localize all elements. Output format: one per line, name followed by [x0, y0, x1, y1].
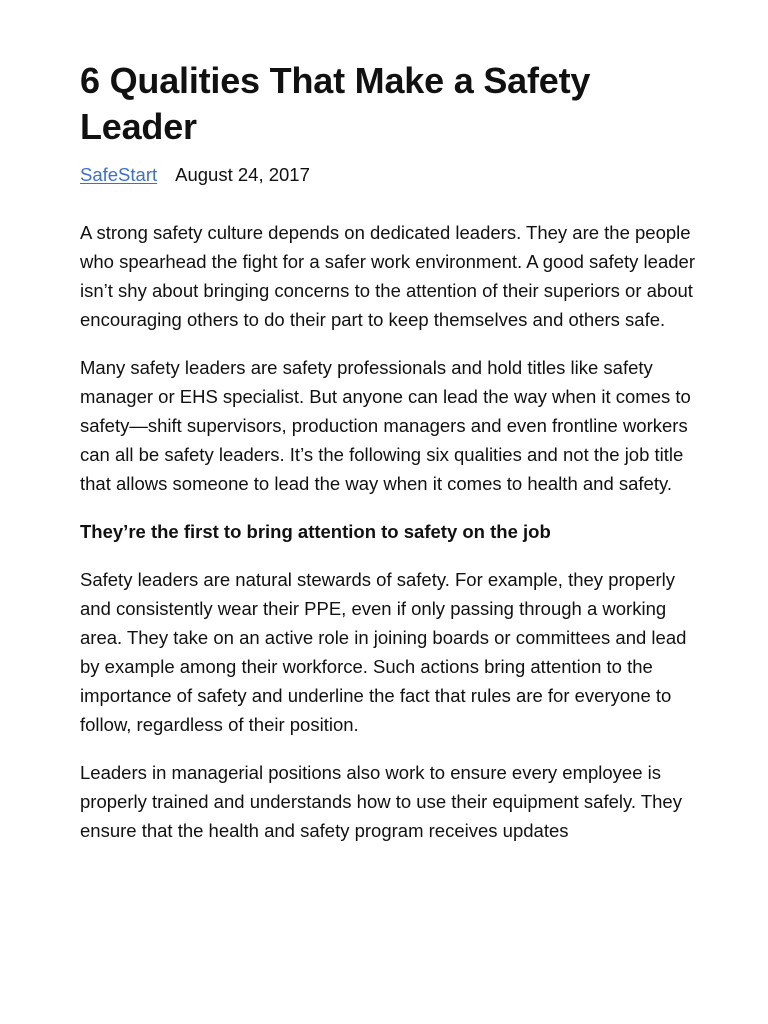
- article-body: [80, 218, 696, 845]
- article-meta: [80, 162, 696, 188]
- paragraph: Safety leaders are natural stewards of safety. For example, they properly and consistently wear their PPE, even if only passing through a working area. They take on an active role in joining boards or committees and lead by example among their workforce. Such actions bring attention to the importance of safety and underline the fact that rules are for everyone to follow, regardless of their position.: [80, 569, 687, 735]
- section-heading: They’re the first to bring attention to safety on the job: [80, 521, 551, 542]
- paragraph: Leaders in managerial positions also work to ensure every employee is properly trained and understands how to use their equipment safely. They ensure that the health and safety program receives updates: [80, 762, 682, 841]
- article: [80, 58, 696, 864]
- paragraph: A strong safety culture depends on dedicated leaders. They are the people who spearhead the fight for a safer work environment. A good safety leader isn’t shy about bringing concerns to the attention of their superiors or about encouraging others to do their part to keep themselves and others safe.: [80, 222, 695, 330]
- paragraph: Many safety leaders are safety professionals and hold titles like safety manager or EHS specialist. But anyone can lead the way when it comes to safety—shift supervisors, production managers and even frontline workers can all be safety leaders. It’s the following six qualities and not the job title that allows someone to lead the way when it comes to health and safety.: [80, 357, 691, 494]
- publish-date: August 24, 2017: [175, 164, 310, 185]
- author-link[interactable]: SafeStart: [80, 164, 158, 185]
- article-title: 6 Qualities That Make a Safety Leader: [80, 60, 591, 147]
